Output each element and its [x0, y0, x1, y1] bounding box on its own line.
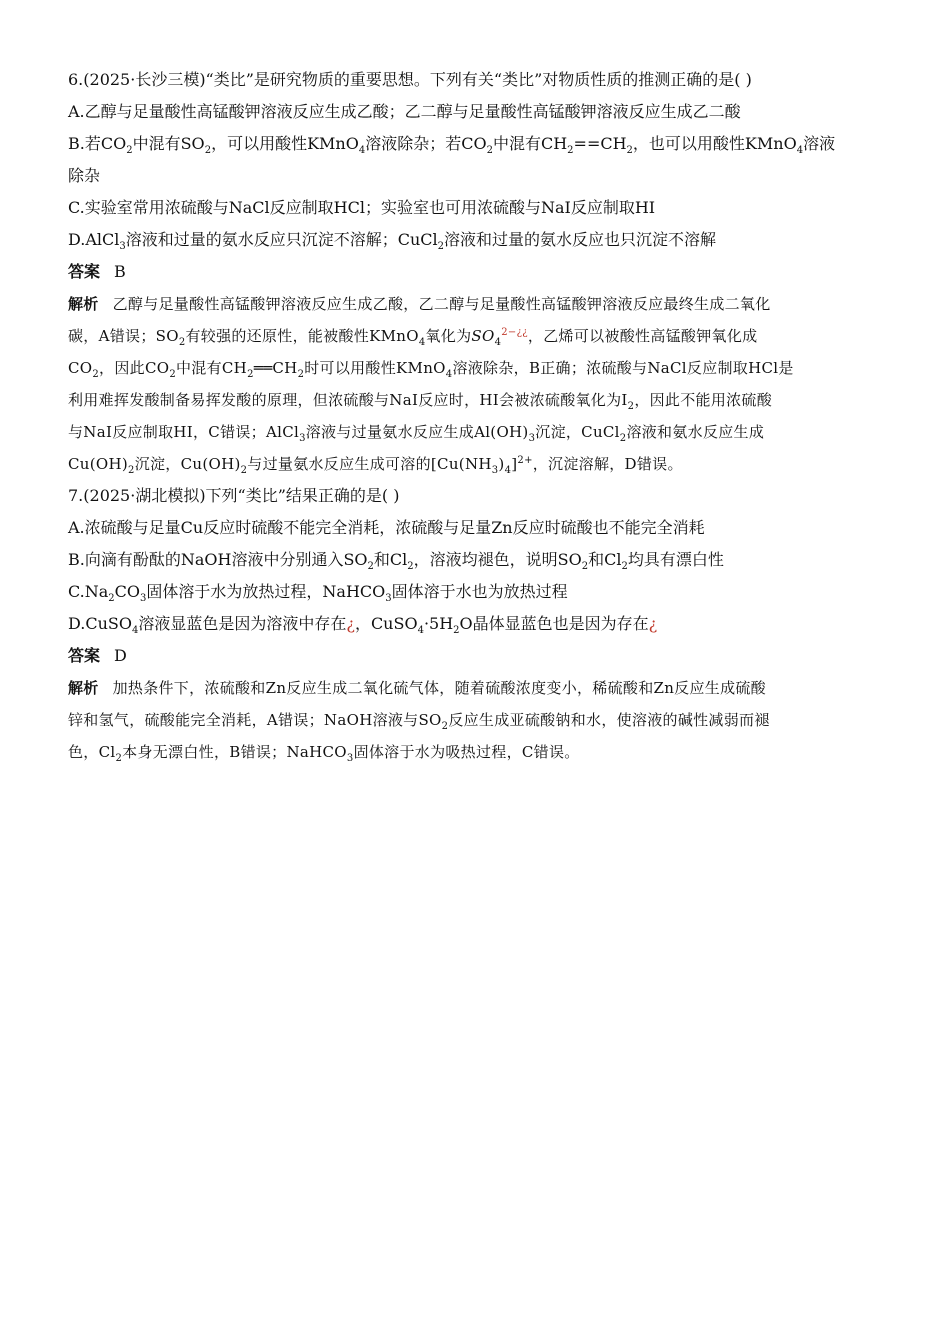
q6-option-d: D.AlCl$_3$溶液和过量的氨水反应只沉淀不溶解；CuCl$_2$溶液和过量的氨水反应也只沉淀不溶解	[68, 230, 717, 253]
q7-option-a: A.浓硫酸与足量Cu反应时硫酸不能完全消耗，浓硫酸与足量Zn反应时硫酸也不能完全消耗	[68, 518, 705, 537]
q6-option-c: C.实验室常用浓硫酸与NaCl反应制取HCl；实验室也可用浓硫酸与NaI反应制取HI	[68, 198, 656, 217]
q6-explanation-5: 与NaI反应制取HI，C错误；AlCl$_3$溶液与过量氨水反应生成$Al(OH)_3$沉淀，CuCl$_2$溶液和氨水反应生成	[68, 423, 765, 444]
q7-option-c: $C.Na_2CO_3$固体溶于水为放热过程，NaHCO$_3$固体溶于水也为放热过程	[68, 582, 568, 605]
q6-option-b: B.若$CO_2$中混有$SO_2$，可以用酸性KMnO$_4$溶液除杂；若$CO_2$中混有$CH_2==CH_2$，也可以用酸性KMnO$_4$溶液	[68, 134, 836, 157]
q6-option-a: A.乙醇与足量酸性高锰酸钾溶液反应生成乙酸；乙二醇与足量酸性高锰酸钾溶液反应生成乙二酸	[68, 102, 741, 121]
q7-explanation-3: 色，$Cl_2$本身无漂白性，B错误；NaHCO$_3$固体溶于水为吸热过程，C错误。	[68, 743, 580, 764]
q6-stem: 6.(2025·长沙三模)“类比”是研究物质的重要思想。下列有关“类比”对物质性质的推测正确的是( )	[68, 70, 752, 89]
q6-explanation-1: 解析 乙醇与足量酸性高锰酸钾溶液反应生成乙酸，乙二醇与足量酸性高锰酸钾溶液反应最终生成二氧化	[68, 295, 771, 313]
q7-answer-value: D	[114, 646, 127, 665]
q7-explanation-2: 锌和氢气，硫酸能完全消耗，A错误；NaOH溶液与$SO_2$反应生成亚硫酸钠和水，使溶液的碱性减弱而褪	[68, 711, 770, 732]
document-page	[68, 64, 882, 768]
q7-explanation-1: 解析 加热条件下，浓硫酸和Zn反应生成二氧化硫气体，随着硫酸浓度变小，稀硫酸和Zn反应生成硫酸	[68, 679, 766, 697]
q7-option-d: D.CuSO$_4$溶液显蓝色是因为溶液中存在¿，$CuSO_4\cdot 5H_2O$晶体显蓝色也是因为存在¿	[68, 614, 658, 637]
q6-explanation-3: $CO_2$，因此$CO_2$中混有$CH_2══CH_2$时可以用酸性KMnO$_4$溶液除杂，B正确；浓硫酸与NaCl反应制取HCl是	[68, 359, 794, 380]
q7-answer: 答案 D	[68, 646, 127, 665]
q6-explanation-6: $Cu(OH)_2$沉淀，$Cu(OH)_2$与过量氨水反应生成可溶的$[Cu(NH_3)_4]^{2+}$，沉淀溶解，D错误。	[68, 455, 683, 476]
q6-explanation-4: 利用难挥发酸制备易挥发酸的原理，但浓硫酸与NaI反应时，HI会被浓硫酸氧化为$I_2$，因此不能用浓硫酸	[68, 391, 773, 412]
q6-answer-value: B	[114, 262, 126, 281]
q7-option-b: B.向滴有酚酞的NaOH溶液中分别通入$SO_2$和$Cl_2$，溶液均褪色，说明$SO_2$和$Cl_2$均具有漂白性	[68, 550, 724, 573]
q6-answer: 答案 B	[68, 262, 126, 281]
q6-option-b-cont: 除杂	[68, 166, 101, 185]
q6-explanation-2: 碳，A错误；$SO_2$有较强的还原性，能被酸性KMnO$_4$氧化为$SO_4^{2-¿¿}$，乙烯可以被酸性高锰酸钾氧化成	[68, 327, 758, 348]
q7-stem: 7.(2025·湖北模拟)下列“类比”结果正确的是( )	[68, 486, 400, 505]
